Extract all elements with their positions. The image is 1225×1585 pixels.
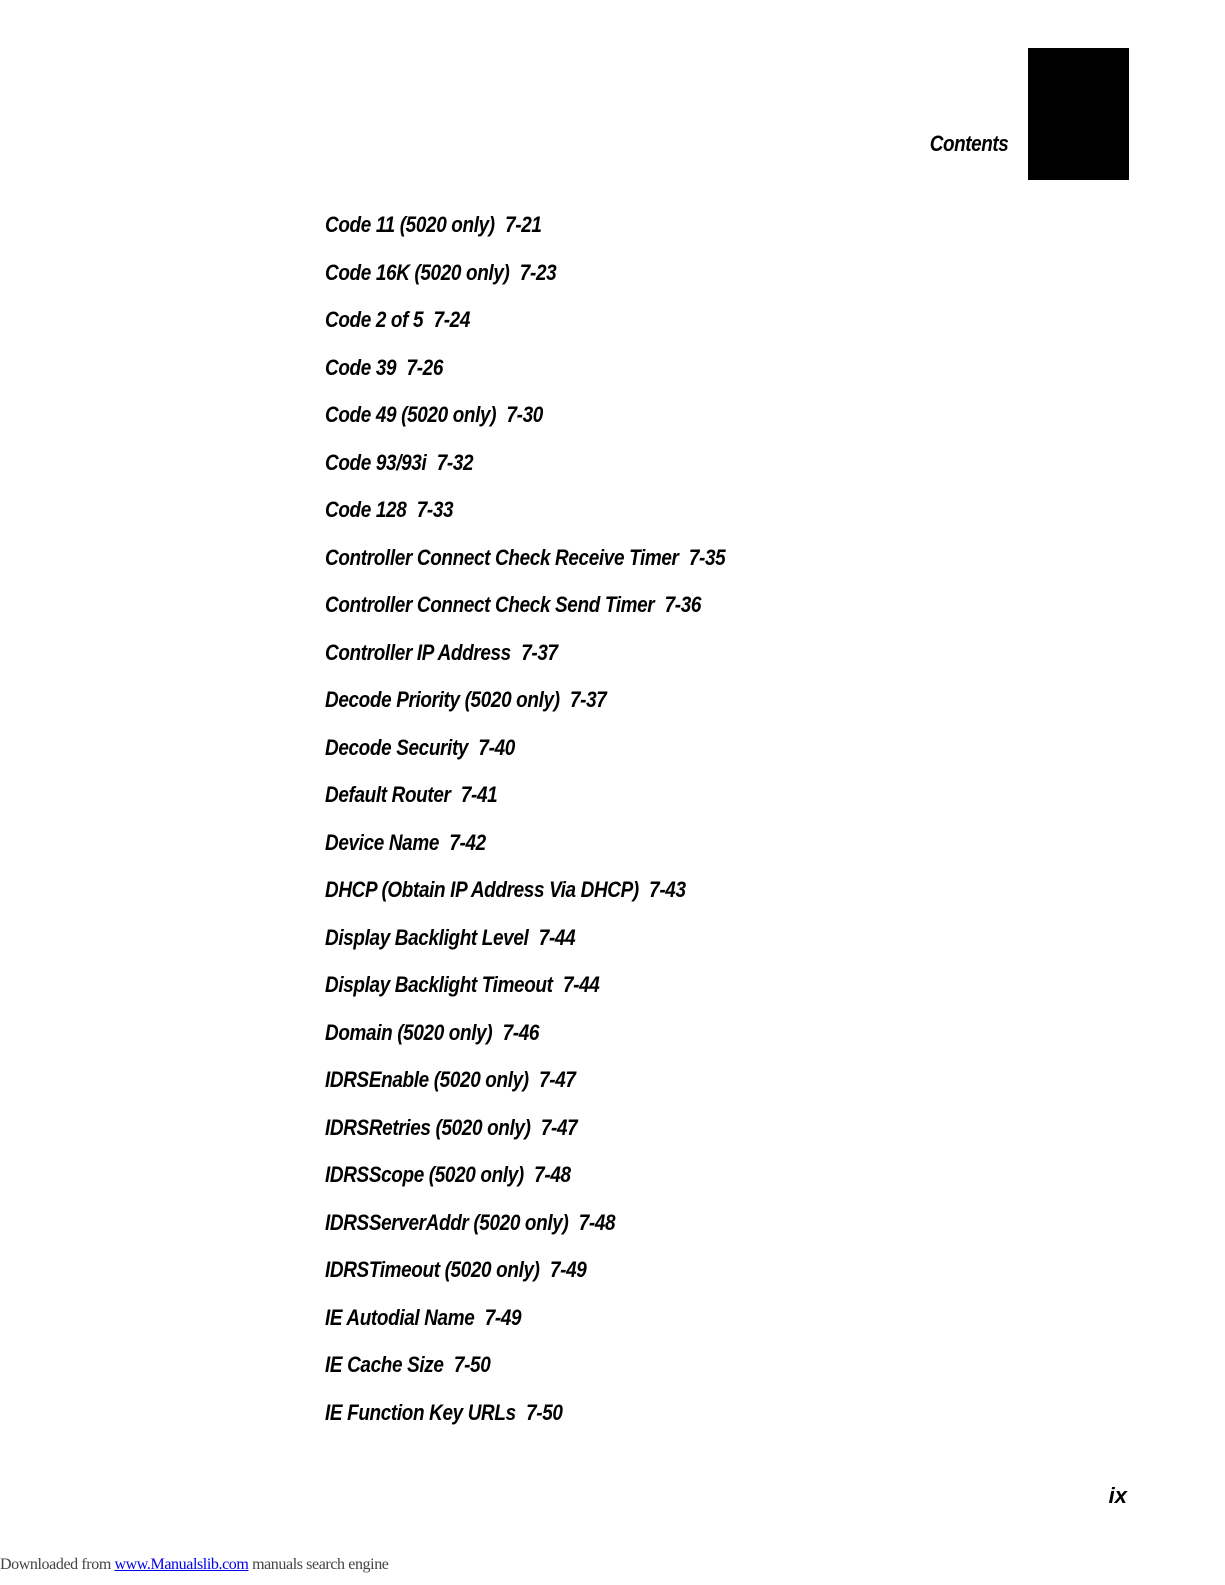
toc-entry-page: 7-36	[664, 592, 702, 617]
toc-entry-page: 7-49	[484, 1304, 522, 1330]
toc-entry-page: 7-48	[578, 1209, 616, 1235]
toc-entry-title: IE Cache Size	[325, 1352, 444, 1377]
toc-entry-page: 7-30	[506, 402, 543, 427]
toc-entry[interactable]	[325, 969, 725, 1017]
toc-entry-page: 7-24	[433, 307, 471, 332]
toc-entry[interactable]	[325, 1397, 725, 1445]
toc-entry-title: Controller IP Address	[325, 639, 511, 665]
manualslib-link[interactable]: www.Manualslib.com	[114, 1556, 249, 1573]
toc-entry[interactable]	[325, 352, 725, 400]
toc-entry[interactable]	[325, 589, 725, 637]
toc-entry-title: Code 128	[325, 497, 407, 522]
toc-entry[interactable]	[325, 874, 725, 922]
toc-entry-page: 7-50	[453, 1352, 491, 1377]
toc-entry-title: IDRSServerAddr (5020 only)	[325, 1209, 569, 1235]
toc-entry-title: Device Name	[325, 829, 440, 855]
toc-entry-page: 7-37	[521, 639, 558, 665]
toc-entry-page: 7-48	[534, 1162, 571, 1187]
toc-entry-title: IDRSTimeout (5020 only)	[325, 1257, 540, 1282]
toc-entry[interactable]	[325, 257, 725, 305]
toc-entry[interactable]	[325, 542, 725, 590]
toc-entry-page: 7-43	[649, 877, 686, 902]
toc-entry-title: IE Function Key URLs	[325, 1399, 516, 1425]
toc-entry-title: Display Backlight Level	[325, 924, 529, 950]
toc-entry[interactable]	[325, 637, 725, 685]
toc-entry-page: 7-44	[538, 924, 576, 950]
footer-prefix: Downloaded from	[0, 1556, 111, 1573]
toc-entry-page: 7-32	[436, 449, 474, 475]
toc-entry-page: 7-49	[549, 1257, 587, 1282]
toc-entry-title: Code 16K (5020 only)	[325, 259, 510, 285]
toc-entry[interactable]	[325, 209, 725, 257]
toc-entry-title: DHCP (Obtain IP Address Via DHCP)	[325, 877, 639, 902]
toc-entry-page: 7-40	[478, 734, 515, 760]
toc-entry-page: 7-26	[406, 354, 444, 380]
toc-entry-title: Code 11 (5020 only)	[325, 212, 495, 237]
toc-entry-title: Decode Priority (5020 only)	[325, 687, 560, 712]
toc-entry-title: IDRSEnable (5020 only)	[325, 1067, 529, 1092]
toc-entry-title: Domain (5020 only)	[325, 1019, 493, 1045]
toc-entry-title: Controller Connect Check Send Timer	[325, 592, 655, 617]
toc-entry[interactable]	[325, 1207, 725, 1255]
toc-entry-title: Code 39	[325, 354, 397, 380]
toc-entry-page: 7-33	[416, 497, 454, 522]
section-header: Contents	[929, 131, 1008, 156]
toc-entry-page: 7-50	[526, 1399, 563, 1425]
toc-entry-title: Code 2 of 5	[325, 307, 424, 332]
toc-entry[interactable]	[325, 1064, 725, 1112]
toc-entry[interactable]	[325, 304, 725, 352]
toc-entry[interactable]	[325, 1254, 725, 1302]
toc-entry[interactable]	[325, 494, 725, 542]
toc-entry-title: Code 49 (5020 only)	[325, 402, 497, 427]
toc-entry-page: 7-44	[562, 972, 600, 997]
toc-entry-title: Default Router	[325, 782, 451, 807]
page-number: ix	[1108, 1483, 1127, 1508]
toc-entry-page: 7-41	[460, 782, 498, 807]
toc-entry[interactable]	[325, 1159, 725, 1207]
section-tab-block	[1028, 48, 1129, 180]
toc-entry-page: 7-47	[539, 1067, 576, 1092]
toc-entry-title: Controller Connect Check Receive Timer	[325, 544, 679, 570]
toc-entry[interactable]	[325, 922, 725, 970]
toc-entry-page: 7-21	[505, 212, 542, 237]
toc-entry-page: 7-23	[519, 259, 557, 285]
toc-entry-title: IE Autodial Name	[325, 1304, 475, 1330]
toc-entry[interactable]	[325, 399, 725, 447]
toc-entry[interactable]	[325, 447, 725, 495]
toc-entry-page: 7-37	[569, 687, 607, 712]
toc-entry[interactable]	[325, 779, 725, 827]
toc-entry[interactable]	[325, 1112, 725, 1160]
toc-entry-title: Decode Security	[325, 734, 469, 760]
toc-entry-page: 7-35	[688, 544, 726, 570]
toc-entry-page: 7-46	[502, 1019, 540, 1045]
toc-entry-title: Code 93/93i	[325, 449, 427, 475]
footer-suffix: manuals search engine	[252, 1556, 389, 1573]
toc-entry[interactable]	[325, 1017, 725, 1065]
toc-entry-page: 7-47	[540, 1114, 578, 1140]
download-footer	[0, 1556, 389, 1574]
toc-list	[325, 209, 791, 1444]
toc-entry[interactable]	[325, 1349, 725, 1397]
toc-entry[interactable]	[325, 732, 725, 780]
toc-entry-page: 7-42	[449, 829, 486, 855]
toc-entry-title: IDRSScope (5020 only)	[325, 1162, 524, 1187]
toc-entry-title: Display Backlight Timeout	[325, 972, 553, 997]
toc-entry[interactable]	[325, 827, 725, 875]
toc-entry[interactable]	[325, 1302, 725, 1350]
toc-entry-title: IDRSRetries (5020 only)	[325, 1114, 531, 1140]
toc-entry[interactable]	[325, 684, 725, 732]
